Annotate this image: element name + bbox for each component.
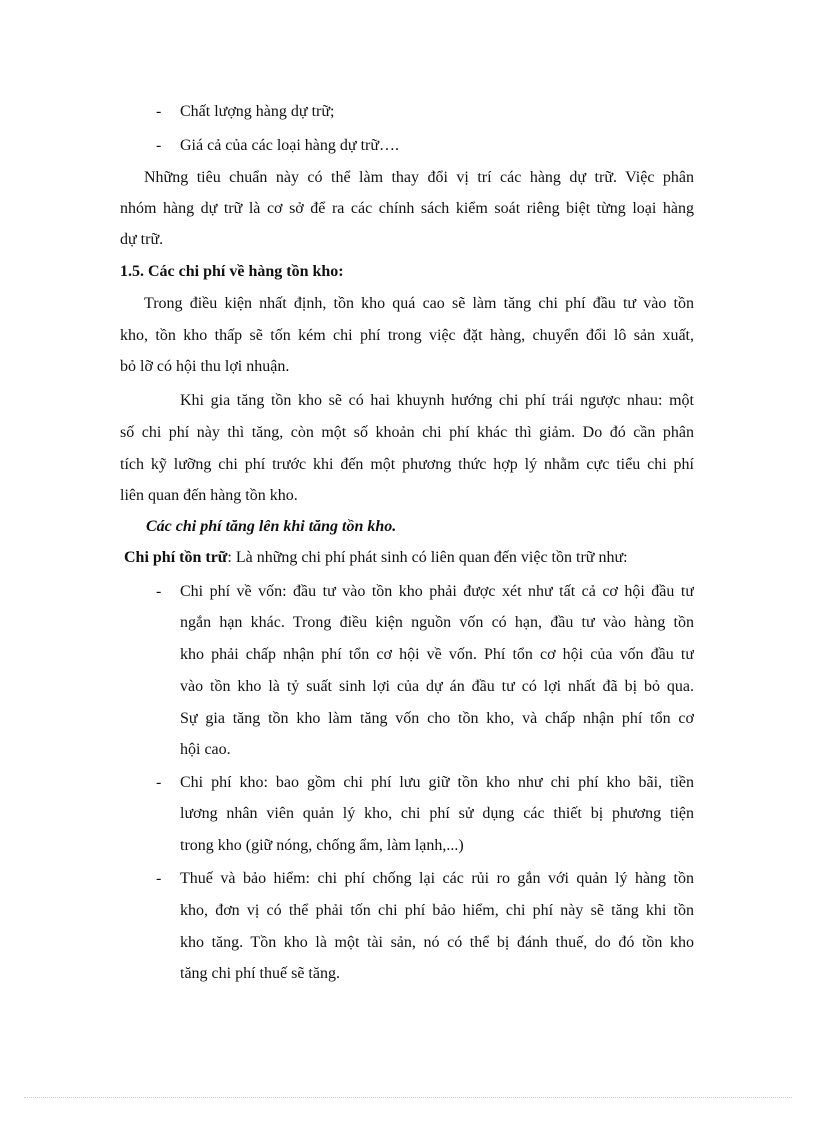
holding-cost-line — [124, 548, 628, 568]
paragraph-line: Khi gia tăng tồn kho sẽ có hai khuynh hướng chi phí trái ngược nhau: một — [180, 392, 694, 409]
subheading: Các chi phí tăng lên khi tăng tồn kho. — [146, 518, 397, 535]
cost-item-line: kho tăng. Tồn kho là một tài sản, nó có thể bị đánh thuế, do đó tồn kho — [180, 934, 694, 951]
cost-item-line: kho, đơn vị có thể phải tốn chi phí bảo hiểm, chi phí này sẽ tăng khi tồn — [180, 902, 694, 919]
bullet-item: Chất lượng hàng dự trữ; — [180, 103, 335, 120]
cost-item-line: ngắn hạn khác. Trong điều kiện nguồn vốn có hạn, đầu tư vào hàng tồn — [180, 614, 694, 631]
cost-item-line: lương nhân viên quản lý kho, chi phí sử dụng các thiết bị phương tiện — [180, 805, 694, 822]
cost-item-line: vào tồn kho là tỷ suất sinh lợi của dự án đầu tư có lợi nhất đã bị bỏ qua. — [180, 678, 694, 695]
paragraph-line: số chi phí này thì tăng, còn một số khoản chi phí khác thì giảm. Do đó cần phân — [120, 424, 694, 441]
cost-item-line: hội cao. — [180, 741, 231, 758]
cost-item-line: Chi phí kho: bao gồm chi phí lưu giữ tồn kho như chi phí kho bãi, tiền — [180, 774, 694, 791]
paragraph-line: bỏ lỡ có hội thu lợi nhuận. — [120, 358, 290, 375]
bullet-dash: - — [156, 774, 162, 791]
section-heading: 1.5. Các chi phí về hàng tồn kho: — [120, 263, 344, 280]
bullet-item: Giá cả của các loại hàng dự trữ…. — [180, 137, 400, 154]
cost-item-line: tăng chi phí thuế sẽ tăng. — [180, 965, 340, 982]
cost-item-line: Thuế và bảo hiểm: chi phí chống lại các rủi ro gắn với quản lý hàng tồn — [180, 870, 694, 887]
paragraph-line: tích kỹ lưỡng chi phí trước khi đến một phương thức hợp lý nhằm cực tiểu chi phí — [120, 456, 694, 473]
cost-item-line: kho phải chấp nhận phí tổn cơ hội về vốn. Phí tổn cơ hội của vốn đầu tư — [180, 646, 694, 663]
bullet-dash: - — [156, 103, 162, 120]
paragraph-line: dự trữ. — [120, 231, 164, 248]
bullet-dash: - — [156, 870, 162, 887]
bullet-dash: - — [156, 137, 162, 154]
cost-item-line: Sự gia tăng tồn kho làm tăng vốn cho tồn kho, và chấp nhận phí tổn cơ — [180, 710, 694, 727]
paragraph-line: nhóm hàng dự trữ là cơ sở để ra các chính sách kiểm soát riêng biệt từng loại hàng — [120, 200, 694, 217]
cost-item-line: Chi phí về vốn: đầu tư vào tồn kho phải được xét như tất cả cơ hội đầu tư — [180, 583, 694, 600]
cost-item-line: trong kho (giữ nóng, chống ẩm, làm lạnh,...) — [180, 837, 464, 854]
bullet-dash: - — [156, 583, 162, 600]
footer-divider — [24, 1097, 792, 1098]
paragraph-line: Trong điều kiện nhất định, tồn kho quá cao sẽ làm tăng chi phí đầu tư vào tồn — [144, 295, 694, 312]
paragraph-line: Những tiêu chuẩn này có thể làm thay đổi vị trí các hàng dự trữ. Việc phân — [144, 169, 694, 186]
paragraph-line: kho, tồn kho thấp sẽ tốn kém chi phí trong việc đặt hàng, chuyển đổi lô sản xuất, — [120, 327, 694, 344]
holding-cost-label: Chi phí tồn trữ — [124, 549, 228, 566]
holding-cost-text: : Là những chi phí phát sinh có liên quan đến việc tồn trữ như: — [227, 549, 628, 566]
paragraph-line: liên quan đến hàng tồn kho. — [120, 487, 298, 504]
